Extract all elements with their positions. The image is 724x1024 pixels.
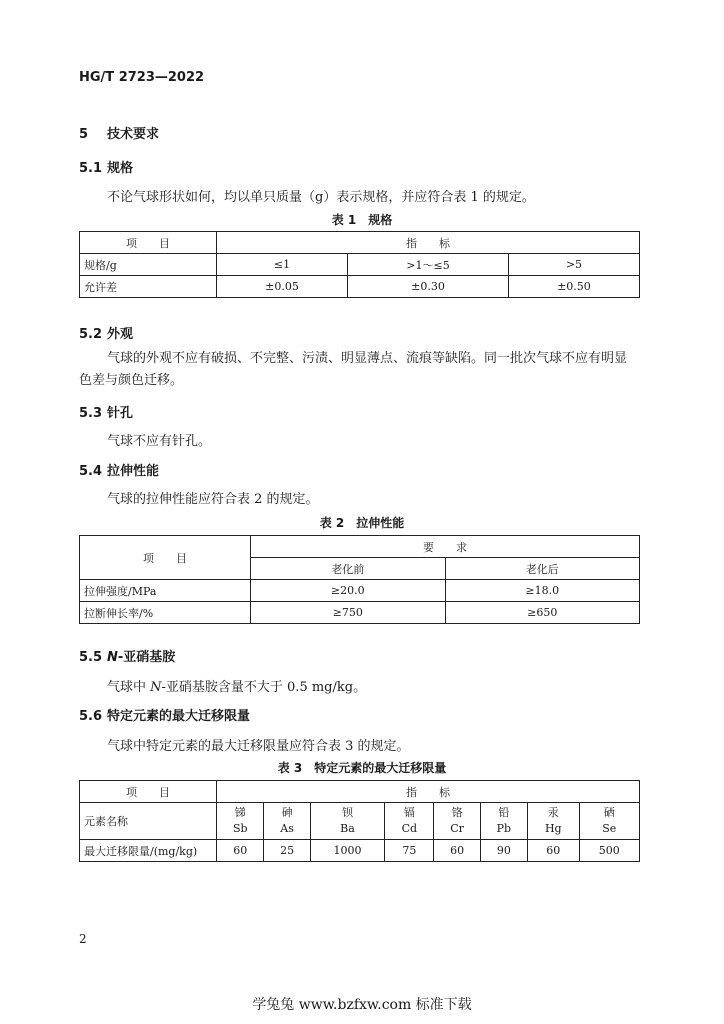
section-5-5-heading — [79, 646, 175, 665]
table-header-item: 项 目 — [80, 781, 217, 803]
element-limit-cell: 90 — [480, 840, 527, 862]
element-cn: 汞 — [547, 806, 559, 819]
section-title: 规格 — [107, 161, 134, 176]
section-number: 5.6 — [79, 709, 103, 724]
section-title-italic: N — [107, 650, 118, 665]
section-title: 特定元素的最大迁移限量 — [107, 709, 251, 724]
element-name-cell — [217, 803, 264, 840]
section-title: 技术要求 — [107, 127, 160, 142]
element-name-cell — [385, 803, 434, 840]
element-cn: 铬 — [451, 806, 463, 819]
table-cell: >1～≤5 — [348, 254, 509, 276]
element-name-cell — [310, 803, 384, 840]
table-1-caption: 表 1 规格 — [331, 213, 393, 227]
table-1 — [79, 231, 640, 298]
section-number: 5.4 — [79, 464, 103, 479]
table-header-item: 项 目 — [80, 536, 251, 580]
section-title: -亚硝基胺 — [117, 650, 176, 665]
section-number: 5.1 — [79, 161, 103, 176]
element-symbol: Ba — [340, 822, 355, 835]
element-name-cell — [480, 803, 527, 840]
table-3 — [79, 780, 640, 862]
section-number: 5.2 — [79, 327, 103, 342]
section-5-1-heading — [79, 157, 133, 176]
element-symbol: Cd — [401, 822, 418, 835]
section-5-2-heading — [79, 323, 133, 342]
element-limit-cell: 60 — [217, 840, 264, 862]
section-5-5-text — [107, 676, 366, 695]
watermark-footer: 学兔兔 www.bzfxw.com 标准下载 — [252, 997, 472, 1013]
section-number: 5.5 — [79, 650, 103, 665]
element-symbol: Sb — [232, 822, 248, 835]
element-symbol: Pb — [496, 822, 512, 835]
table-cell: ≥750 — [251, 602, 446, 624]
element-symbol: Se — [602, 822, 617, 835]
table-header-requirement: 要 求 — [251, 536, 640, 558]
table-cell: ≤1 — [217, 254, 348, 276]
element-symbol: Hg — [544, 822, 562, 835]
table-cell: ≥20.0 — [251, 580, 446, 602]
element-symbol: Cr — [450, 822, 464, 835]
element-limit-cell: 25 — [264, 840, 310, 862]
element-cn: 铅 — [498, 806, 510, 819]
table-cell: ≥18.0 — [445, 580, 640, 602]
element-name-cell — [579, 803, 639, 840]
table-2 — [79, 535, 640, 624]
element-cn: 砷 — [281, 806, 293, 819]
text-part: -亚硝基胺含量不大于 0.5 mg/kg。 — [161, 680, 367, 695]
section-title: 拉伸性能 — [107, 464, 160, 479]
section-5-2-text: 气球的外观不应有破损、不完整、污渍、明显薄点、流痕等缺陷。同一批次气球不应有明显色差与颜色迁移。 — [79, 351, 628, 388]
element-limit-cell: 500 — [579, 840, 639, 862]
section-number: 5.3 — [79, 406, 103, 421]
element-limit-cell: 75 — [385, 840, 434, 862]
element-cn: 锑 — [234, 806, 246, 819]
table-header-item: 项 目 — [80, 232, 217, 254]
table-cell: >5 — [508, 254, 639, 276]
table-header-index: 指 标 — [217, 781, 640, 803]
table-cell: ≥650 — [445, 602, 640, 624]
row-label: 允许差 — [80, 276, 217, 298]
text-part: 气球中 — [107, 680, 151, 695]
element-limit-cell: 60 — [434, 840, 480, 862]
row-label: 最大迁移限量/(mg/kg) — [80, 840, 217, 862]
section-5-1-text: 不论气球形状如何，均以单只质量（g）表示规格，并应符合表 1 的规定。 — [107, 190, 535, 205]
element-cn: 硒 — [603, 806, 615, 819]
element-name-cell — [434, 803, 480, 840]
element-limit-cell: 1000 — [310, 840, 384, 862]
element-name-cell — [527, 803, 579, 840]
section-5-6-heading — [79, 705, 250, 724]
table-cell: ±0.50 — [508, 276, 639, 298]
section-5-4-heading — [79, 460, 159, 479]
table-cell: ±0.05 — [217, 276, 348, 298]
row-label: 规格/g — [80, 254, 217, 276]
table-header-index: 指 标 — [217, 232, 640, 254]
section-5-3-heading — [79, 402, 133, 421]
text-italic: N — [150, 680, 162, 695]
element-cn: 钡 — [341, 806, 353, 819]
row-label: 拉伸强度/MPa — [80, 580, 251, 602]
section-title: 针孔 — [107, 406, 134, 421]
element-name-cell — [264, 803, 310, 840]
table-2-caption: 表 2 拉伸性能 — [319, 516, 405, 530]
section-5-6-text: 气球中特定元素的最大迁移限量应符合表 3 的规定。 — [107, 739, 410, 754]
page-number: 2 — [79, 932, 87, 946]
section-5-4-text: 气球的拉伸性能应符合表 2 的规定。 — [107, 492, 319, 507]
section-title: 外观 — [107, 327, 134, 342]
table-cell: ±0.30 — [348, 276, 509, 298]
table-header-before-aging: 老化前 — [251, 558, 446, 580]
row-label: 元素名称 — [80, 803, 217, 840]
section-number: 5 — [79, 127, 89, 142]
table-header-after-aging: 老化后 — [445, 558, 640, 580]
table-3-caption: 表 3 特定元素的最大迁移限量 — [277, 761, 447, 775]
row-label: 拉断伸长率/% — [80, 602, 251, 624]
element-symbol: As — [280, 822, 294, 835]
element-cn: 镉 — [403, 806, 415, 819]
element-limit-cell: 60 — [527, 840, 579, 862]
document-header: HG/T 2723—2022 — [79, 70, 205, 85]
section-5-heading — [79, 123, 159, 142]
section-5-3-text: 气球不应有针孔。 — [107, 434, 212, 449]
